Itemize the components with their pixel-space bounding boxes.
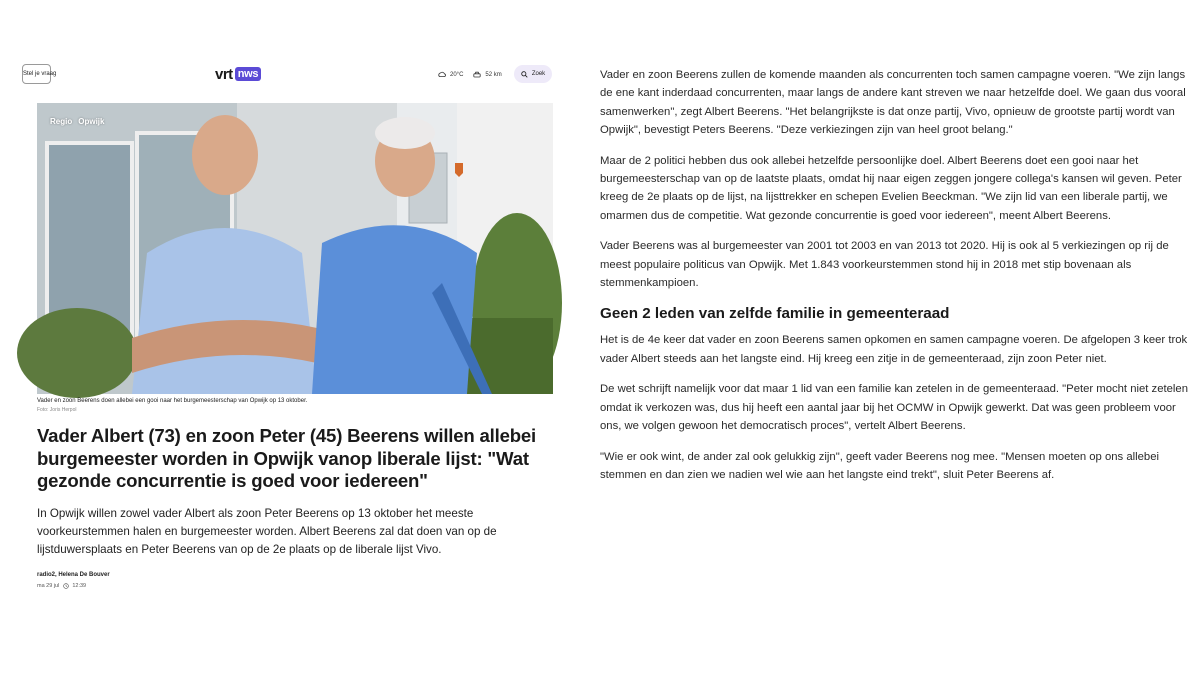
article-body [600,66,1190,496]
weather-icon [438,71,446,79]
article-lead: In Opwijk willen zowel vader Albert als zoon Peter Beerens op 13 oktober het meeste voorkeurstemmen halen en burgemeester worden. Albert Beerens zal dat doen van op de lijstduwersplaats en Peter Beerens van op de 2e plaats op de liberale lijst Vivo. [37,507,497,556]
body-paragraph-5: De wet schrijft namelijk voor dat maar 1 lid van een familie kan zetelen in de gemeenteraad. "Peter mocht niet zetelen omdat ik verkozen was, dus hij heeft een aantal jaar bij het OCMW in Opwijk gewerkt. Dat was geen probleem voor ons, we volgen gewoon het democratisch proces", vertelt Albert Beerens. [600,383,1188,433]
photo-credit: Foto: Joris Herpol [37,407,77,413]
clock-icon [63,583,69,589]
body-paragraph-1: Vader en zoon Beerens zullen de komende maanden als concurrenten toch samen campagne voeren. "We zijn langs de ene kant inderdaad concurrenten, maar langs de andere kant streven we naar hetzelfde doel. We gaan dus vooral samenwerken", zegt Albert Beerens. "Het belangrijkste is dat onze partij, Vivo, opnieuw de grootste partij wordt van Opwijk", bevestigt Peters Beerens. "Deze verkiezingen zijn van heel groot belang." [600,69,1186,137]
body-paragraph-6: "Wie er ook wint, de ander zal ook gelukkig zijn", geeft vader Beerens nog mee. "Mensen moeten op ons allebei stemmen en dan zien we nadien wel wie aan het langste eind trekt", sluit Peter Beerens af. [600,450,1159,481]
car-icon [473,71,481,79]
body-paragraph-2: Maar de 2 politici hebben dus ook allebei hetzelfde persoonlijke doel. Albert Beerens doet een gooi naar het burgemeesterschap van op de laatste plaats, omdat hij naar eigen zeggen jongere collega's kansen wil geven. Peter kreeg de 2e plaats op de lijst, na lijsttrekker en schepen Evelien Beeckman. "We zijn lid van een liberale partij, we omarmen dus de competitie. Wat gezonde concurrentie is goed voor iedereen", meent Albert Beerens. [600,154,1182,222]
article-dateline [37,583,86,589]
body-paragraph-4: Het is de 4e keer dat vader en zoon Beerens samen opkomen en samen campagne voeren. De afgelopen 3 keer trok vader Albert steeds aan het langste eind. Hij kreeg een zitje in de gemeenteraad, zijn zoon Peter niet. [600,334,1188,365]
traffic-widget[interactable] [473,71,501,79]
photo-caption: Vader en zoon Beerens doen allebei een gooi naar het burgemeesterschap van Opwijk op 13 oktober. [37,398,308,404]
body-paragraph-3: Vader Beerens was al burgemeester van 2001 tot 2003 en van 2013 tot 2020. Hij is ook al 5 verkiezingen op rij de meest populaire politicus van Opwijk. Met 1.843 voorkeurstemmen stond hij in 2018 met stip bovenaan als stemmenkampioen. [600,240,1169,290]
logo-nws-badge: nws [235,67,262,81]
hero-tags [50,117,110,126]
search-label: Zoek [531,71,546,77]
search-icon [521,71,528,78]
body-subheading: Geen 2 leden van zelfde familie in gemeenteraad [600,305,950,323]
top-bar [0,63,560,89]
weather-widget[interactable] [438,71,463,79]
article-card [0,0,570,675]
article-byline: radio2, Helena De Bouver [37,572,110,578]
article-headline: Vader Albert (73) en zoon Peter (45) Beerens willen allebei burgemeester worden in Opwijk vanop liberale lijst: "Wat gezonde concurrentie is goed voor iedereen" [37,425,537,491]
hero-photo [37,103,553,394]
search-button[interactable] [514,65,552,83]
ask-question-button[interactable]: Stel je vraag [22,64,51,84]
traffic-value: 52 km [485,72,502,78]
tag-opwijk[interactable]: Opwijk [78,117,105,126]
weather-value: 20°C [450,72,464,78]
article-time: 12:39 [72,583,87,589]
hero-photo-illustration [37,103,553,394]
tag-regio[interactable]: Regio [50,117,73,126]
article-date: ma 29 jul [37,583,60,589]
vrt-nws-logo[interactable] [215,66,261,82]
logo-vrt-text: vrt [215,65,233,83]
header-widgets [438,68,512,82]
